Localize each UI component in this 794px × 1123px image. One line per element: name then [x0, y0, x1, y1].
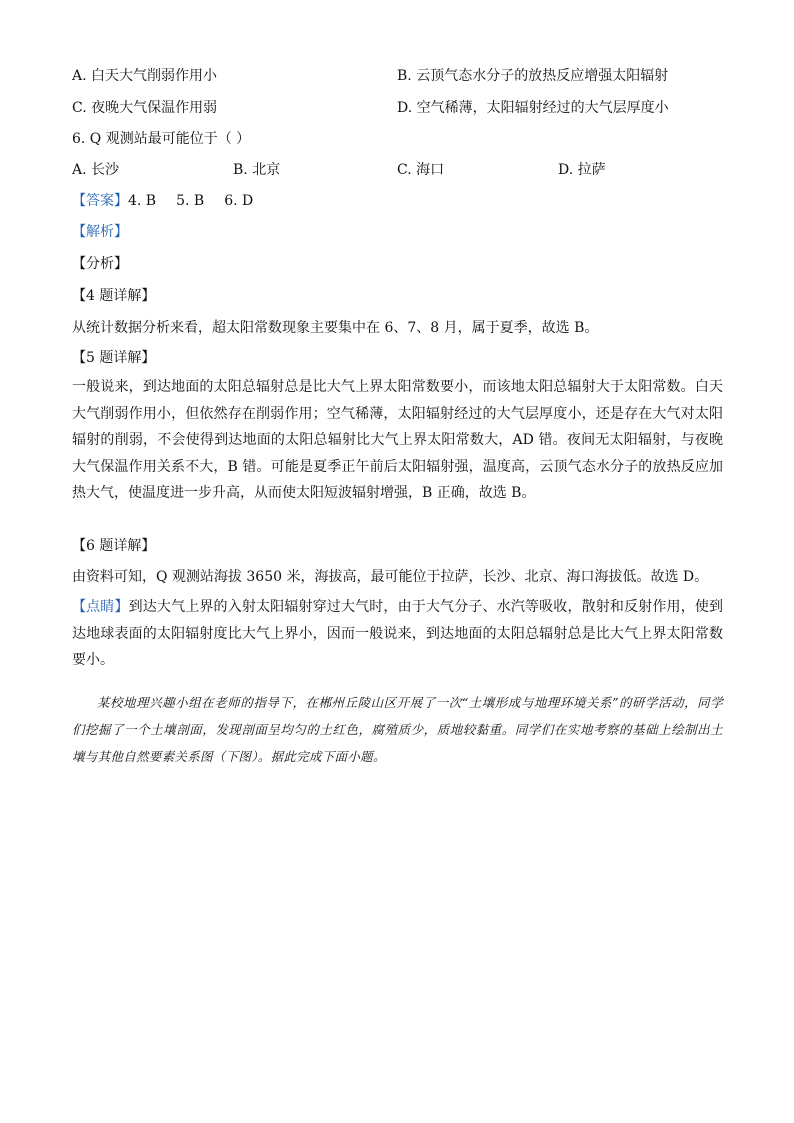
- q5-option-d: D. 空气稀薄，太阳辐射经过的大气层厚度小: [397, 100, 669, 116]
- answer-tag: 【答案】: [72, 193, 128, 209]
- q4-detail-text: 从统计数据分析来看，超太阳常数现象主要集中在 6、7、8 月，属于夏季，故选 B。: [72, 320, 599, 336]
- q6-detail-text: 由资料可知，Q 观测站海拔 3650 米，海拔高，最可能位于拉萨，长沙、北京、海口海拔低。故选 D。: [72, 569, 709, 585]
- q6-stem: 6. Q 观测站最可能位于（ ）: [72, 131, 251, 147]
- q4-detail-tag: 【4 题详解】: [72, 288, 156, 304]
- dianjing-block: [72, 594, 723, 674]
- answer-5: 5. B: [176, 193, 205, 209]
- dianjing-text: 到达大气上界的入射太阳辐射穿过大气时，由于大气分子、水汽等吸收，散射和反射作用，使到达地球表面的太阳辐射度比大气上界小，因而一般说来，到达地面的太阳总辐射总是比大气上界太阳常数要小。: [72, 599, 724, 668]
- fenxi-tag: 【分析】: [72, 256, 128, 272]
- q5-detail-tag: 【5 题详解】: [72, 350, 156, 366]
- q5-option-b: B. 云顶气态水分子的放热反应增强太阳辐射: [397, 68, 669, 84]
- jiexi-tag: 【解析】: [72, 224, 128, 240]
- q6-option-a: A. 长沙: [72, 162, 120, 178]
- q5-option-c: C. 夜晚大气保温作用弱: [72, 100, 218, 116]
- q6-detail-tag: 【6 题详解】: [72, 538, 156, 554]
- q6-option-c: C. 海口: [397, 162, 445, 178]
- q6-option-b: B. 北京: [233, 162, 281, 178]
- dianjing-tag: 【点睛】: [72, 599, 129, 615]
- q6-option-d: D. 拉萨: [558, 162, 606, 178]
- q5-detail-text: 一般说来，到达地面的太阳总辐射总是比大气上界太阳常数要小，而该地太阳总辐射大于太阳常数。白天大气削弱作用小，但依然存在削弱作用；空气稀薄，太阳辐射经过的大气层厚度小，还是存在大气对太阳辐射的削弱，不会使得到达地面的太阳总辐射比大气上界太阳常数大，AD 错。夜间无太阳辐射，与夜晚大气保温作用关系不大，B 错。可能是夏季正午前后太阳辐射强，温度高，云顶气态水分子的放热反应加热大气，使温度进一步升高，从而使太阳短波辐射增强，B 正确，故选 B。: [72, 379, 723, 501]
- answer-line: [72, 191, 253, 211]
- answer-6: 6. D: [224, 193, 254, 209]
- answer-4: 4. B: [128, 193, 157, 209]
- q5-option-a: A. 白天大气削弱作用小: [72, 68, 218, 84]
- material-paragraph: 某校地理兴趣小组在老师的指导下，在郴州丘陵山区开展了一次“土壤形成与地理环境关系”的研学活动，同学们挖掘了一个土壤剖面，发现剖面呈均匀的土红色，腐殖质少，质地较黏重。同学们在实地考察的基础上绘制出土壤与其他自然要素关系图（下图）。据此完成下面小题。: [72, 695, 723, 764]
